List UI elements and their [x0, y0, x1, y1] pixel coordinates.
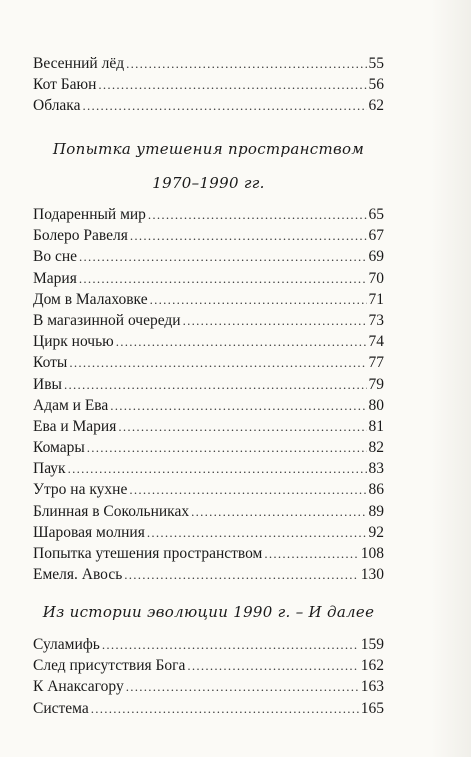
toc-entry	[33, 416, 384, 437]
toc-entry-page: 67	[368, 227, 384, 245]
toc-entry-title: Комары	[33, 439, 85, 457]
toc-entry-page: 80	[368, 396, 384, 414]
toc-entry-title: Во сне	[33, 248, 78, 266]
toc-entry	[33, 53, 384, 74]
toc-entry	[33, 268, 384, 289]
toc-leader-dots	[126, 676, 359, 697]
toc-entry	[33, 437, 384, 458]
toc-entry-title: К Анаксагору	[33, 678, 124, 696]
toc-entry-title: Ивы	[33, 375, 62, 393]
toc-entry-title: Блинная в Сокольниках	[33, 502, 190, 520]
toc-entry-title: Адам и Ева	[33, 396, 109, 414]
toc-leader-dots	[191, 501, 366, 522]
toc-entry-page: 89	[368, 502, 384, 520]
toc-entry-page: 62	[368, 97, 384, 115]
toc-entry	[33, 522, 384, 543]
toc-entry	[33, 564, 384, 585]
toc-entry-title: Попытка утешения пространством	[33, 545, 263, 562]
toc-entry	[33, 74, 384, 95]
toc-entry-page: 130	[360, 566, 384, 584]
toc-group-3	[33, 634, 384, 719]
toc-entry	[33, 543, 384, 564]
toc-entry-title: Система	[33, 699, 89, 717]
toc-entry-title: Мария	[33, 269, 77, 287]
toc-leader-dots	[150, 289, 367, 310]
toc-entry-title: Суламифь	[33, 636, 100, 653]
toc-entry-title: Весенний лёд	[33, 55, 125, 72]
toc-entry-title: Коты	[33, 354, 68, 372]
toc-leader-dots	[91, 698, 359, 719]
toc-entry	[33, 634, 384, 655]
toc-leader-dots	[148, 204, 367, 225]
toc-entry	[33, 331, 384, 352]
toc-entry-page: 70	[368, 269, 384, 287]
toc-entry	[33, 395, 384, 416]
toc-leader-dots	[79, 246, 366, 267]
toc-entry	[33, 698, 384, 719]
toc-entry-title: Цирк ночью	[33, 333, 114, 351]
toc-entry-title: Емеля. Авось	[33, 566, 123, 584]
toc-entry	[33, 676, 384, 697]
toc-entry-title: Облака	[33, 97, 81, 115]
toc-entry	[33, 204, 384, 225]
toc-entry-page: 162	[360, 657, 384, 675]
toc-entry-title: Подаренный мир	[33, 206, 146, 223]
toc-leader-dots	[126, 53, 366, 74]
toc-entry-page: 163	[360, 678, 384, 696]
toc-entry-page: 92	[368, 523, 384, 541]
toc-group-1	[33, 53, 384, 117]
toc-entry	[33, 655, 384, 676]
toc-leader-dots	[183, 310, 367, 331]
section-heading-years: 1970–1990 гг.	[152, 174, 265, 192]
toc-entry	[33, 501, 384, 522]
toc-leader-dots	[187, 655, 358, 676]
toc-entry	[33, 374, 384, 395]
toc-leader-dots	[147, 522, 367, 543]
toc-leader-dots	[79, 268, 367, 289]
toc-leader-dots	[130, 225, 367, 246]
toc-entry-title: Ева и Мария	[33, 417, 117, 435]
toc-leader-dots	[116, 331, 367, 352]
toc-entry-page: 71	[368, 290, 384, 308]
toc-leader-dots	[102, 634, 359, 655]
toc-entry-page: 159	[360, 636, 384, 653]
toc-leader-dots	[64, 374, 367, 395]
toc-entry-page: 77	[368, 354, 384, 372]
toc-leader-dots	[82, 95, 366, 116]
toc-entry	[33, 352, 384, 373]
toc-entry-title: След присутствия Бога	[33, 657, 186, 675]
toc-entry-page: 165	[360, 699, 384, 717]
toc-entry-page: 86	[368, 481, 384, 499]
page-edge-shadow	[431, 0, 471, 757]
toc-entry-page: 55	[368, 55, 384, 72]
toc-entry-title: Болеро Равеля	[33, 227, 128, 245]
section-heading: Из истории эволюции 1990 г. – И далее	[42, 603, 375, 621]
toc-entry-page: 82	[368, 439, 384, 457]
toc-entry-title: Паук	[33, 460, 66, 478]
toc-leader-dots	[68, 458, 367, 479]
toc-entry-page: 74	[368, 333, 384, 351]
toc-entry-title: Дом в Малаховке	[33, 290, 148, 308]
toc-leader-dots	[110, 395, 366, 416]
toc-entry-page: 56	[368, 76, 384, 94]
toc-entry-page: 79	[368, 375, 384, 393]
toc-entry	[33, 458, 384, 479]
toc-leader-dots	[118, 416, 366, 437]
toc-entry-page: 65	[368, 206, 384, 223]
toc-leader-dots	[98, 74, 366, 95]
toc-entry	[33, 289, 384, 310]
toc-entry-title: Утро на кухне	[33, 481, 128, 499]
toc-entry-title: Шаровая молния	[33, 523, 145, 541]
toc-leader-dots	[129, 479, 366, 500]
toc-entry-title: Кот Баюн	[33, 76, 97, 94]
toc-leader-dots	[124, 564, 358, 585]
toc-entry	[33, 479, 384, 500]
toc-leader-dots	[69, 352, 366, 373]
toc-entry-page: 83	[368, 460, 384, 478]
toc-entry-page: 73	[368, 311, 384, 329]
toc-leader-dots	[264, 543, 358, 564]
toc-entry	[33, 246, 384, 267]
toc-group-2	[33, 204, 384, 585]
toc-entry	[33, 310, 384, 331]
toc-entry	[33, 225, 384, 246]
section-heading: Попытка утешения пространством	[52, 140, 365, 158]
toc-leader-dots	[87, 437, 367, 458]
toc-entry-page: 69	[368, 248, 384, 266]
toc-entry-page: 108	[360, 545, 384, 562]
toc-entry	[33, 95, 384, 116]
toc-entry-title: В магазинной очереди	[33, 311, 181, 329]
toc-entry-page: 81	[368, 417, 384, 435]
